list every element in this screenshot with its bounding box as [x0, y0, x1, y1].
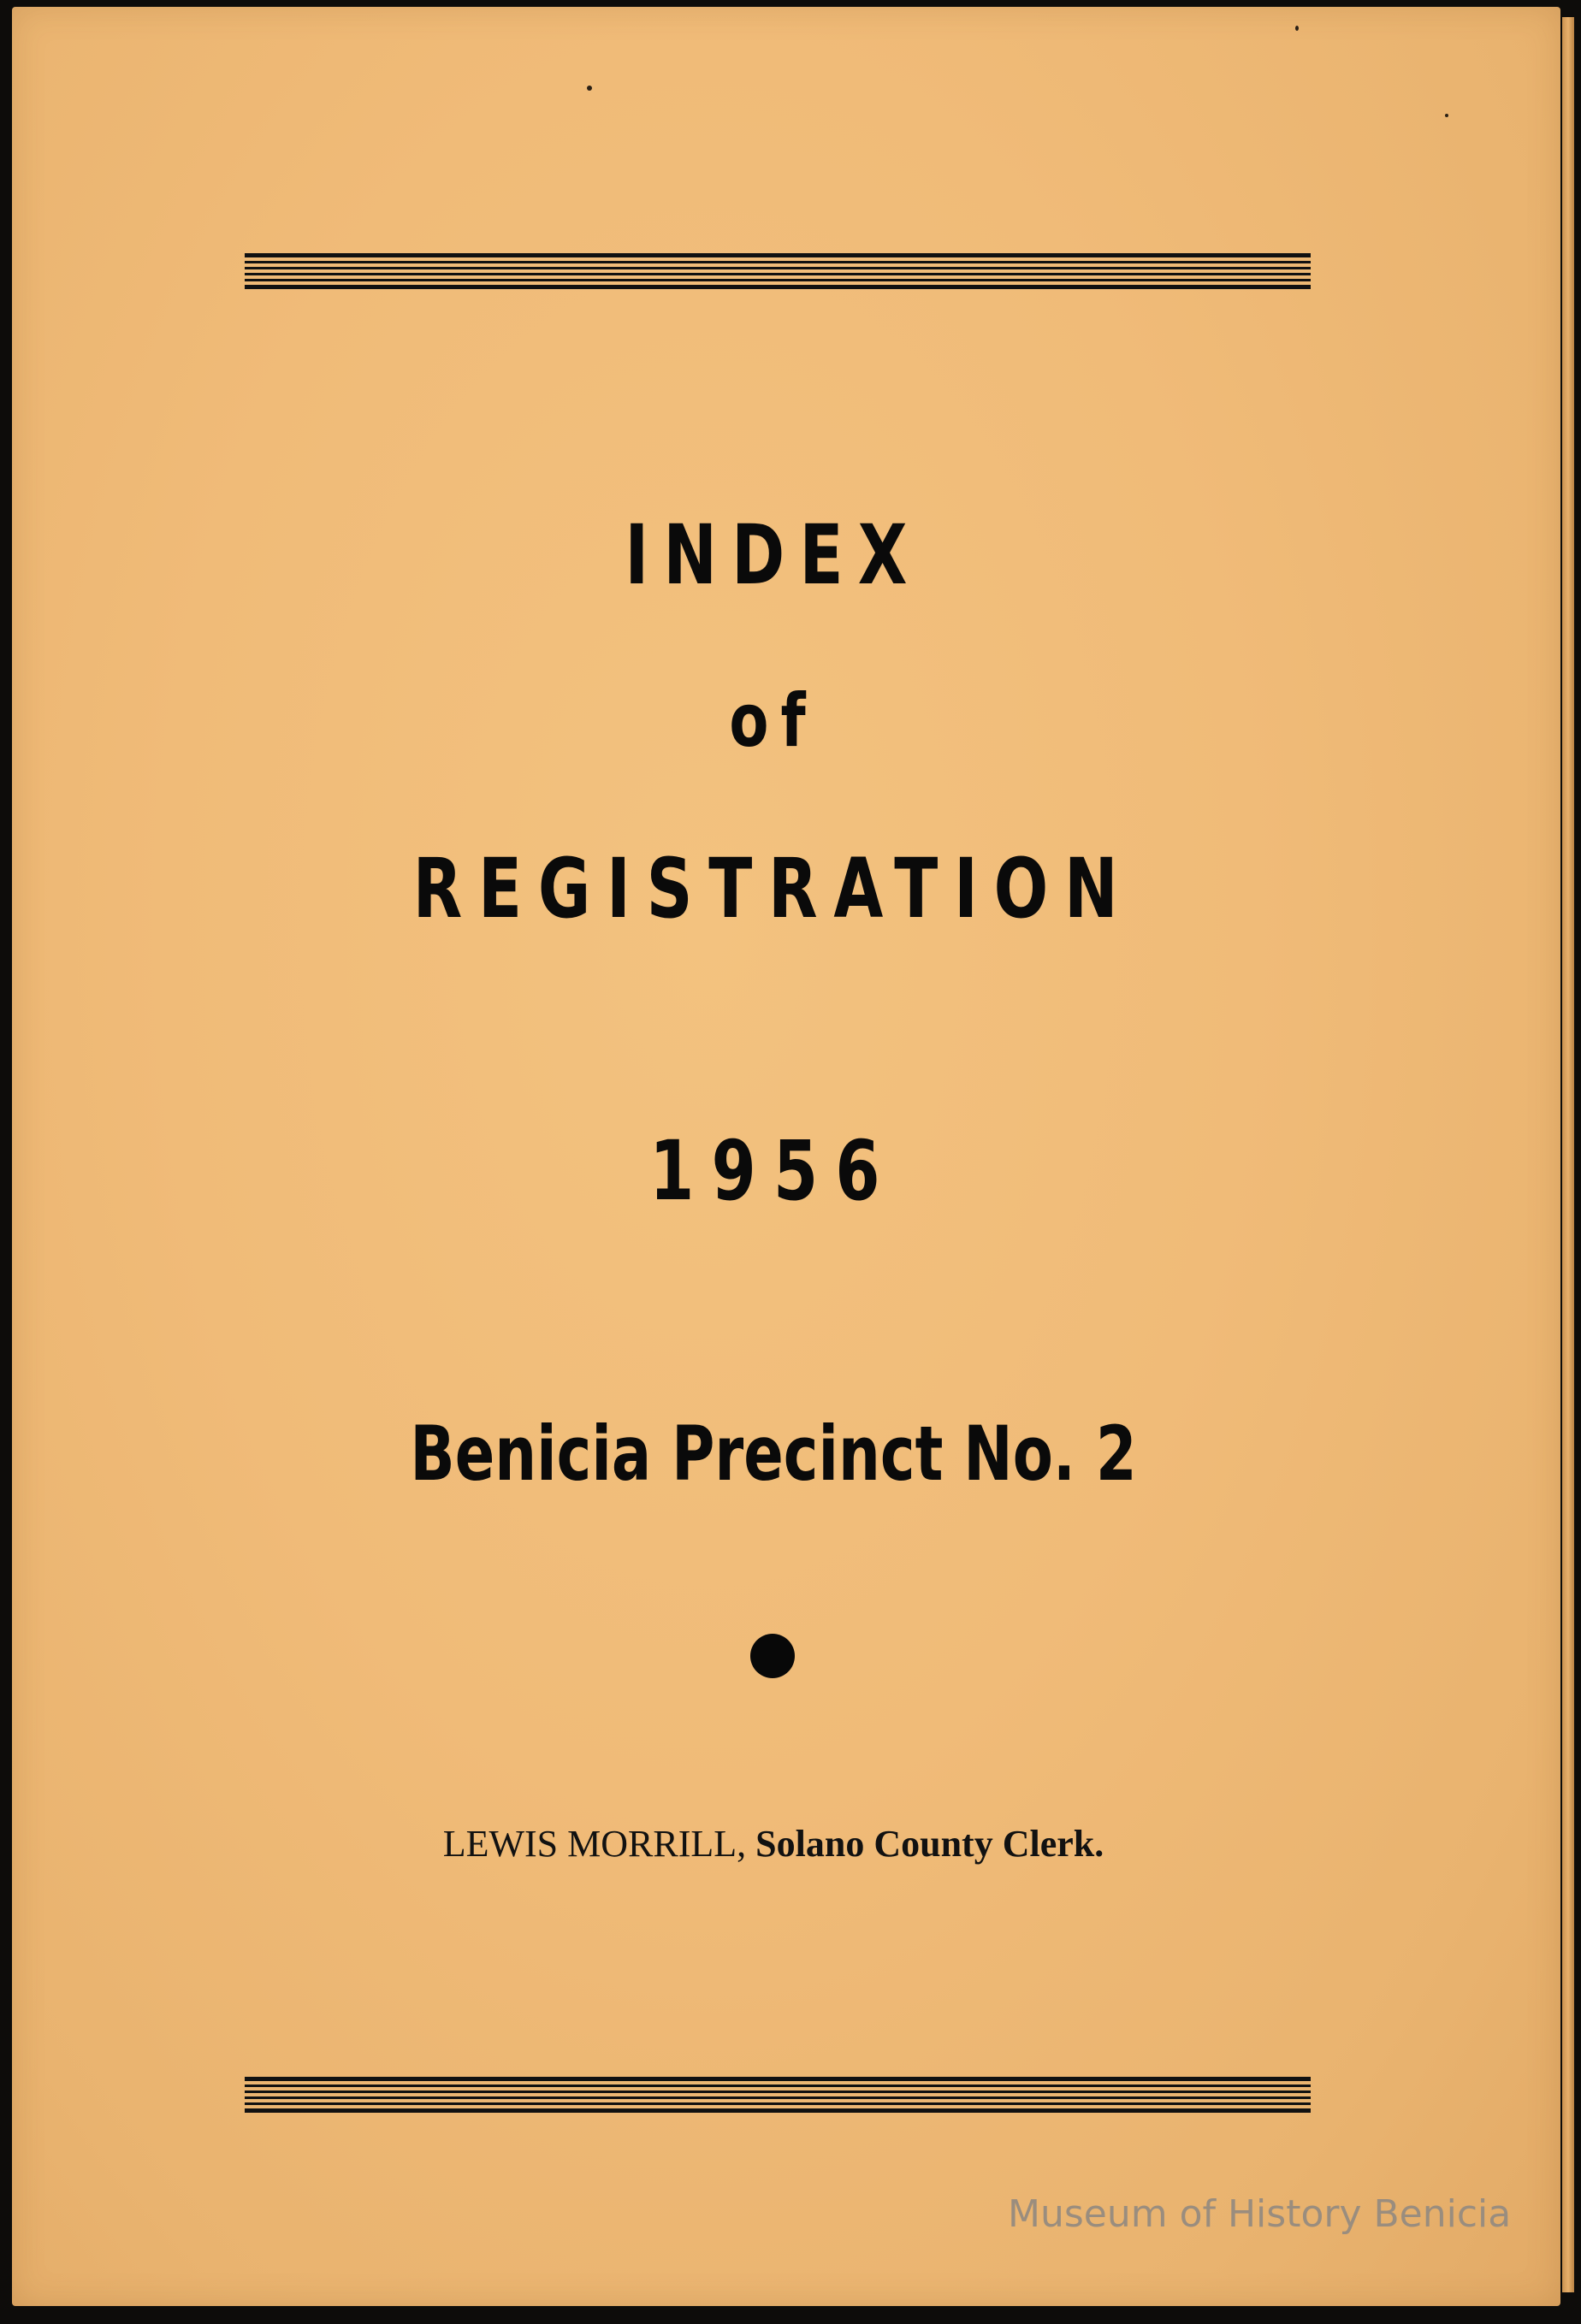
- clerk-line: [12, 1822, 1535, 1866]
- bottom-rule: [245, 2077, 1311, 2116]
- speck: [1295, 26, 1299, 31]
- title-of: of: [729, 678, 818, 764]
- title-index: INDEX: [625, 507, 922, 603]
- bullet-dot: [750, 1634, 795, 1678]
- precinct: Benicia Precinct No. 2: [410, 1410, 1137, 1498]
- page-edge-strip: [1562, 17, 1574, 2292]
- title-registration: REGISTRATION: [412, 841, 1134, 937]
- museum-watermark: Museum of History Benicia: [1008, 2192, 1512, 2236]
- clerk-name: LEWIS MORRILL,: [442, 1823, 747, 1865]
- speck: [587, 86, 592, 91]
- speck: [1445, 114, 1448, 117]
- clerk-title: Solano County Clerk.: [755, 1823, 1104, 1865]
- year: 1956: [649, 1123, 897, 1219]
- top-rule: [245, 253, 1311, 293]
- booklet-cover: [12, 7, 1560, 2306]
